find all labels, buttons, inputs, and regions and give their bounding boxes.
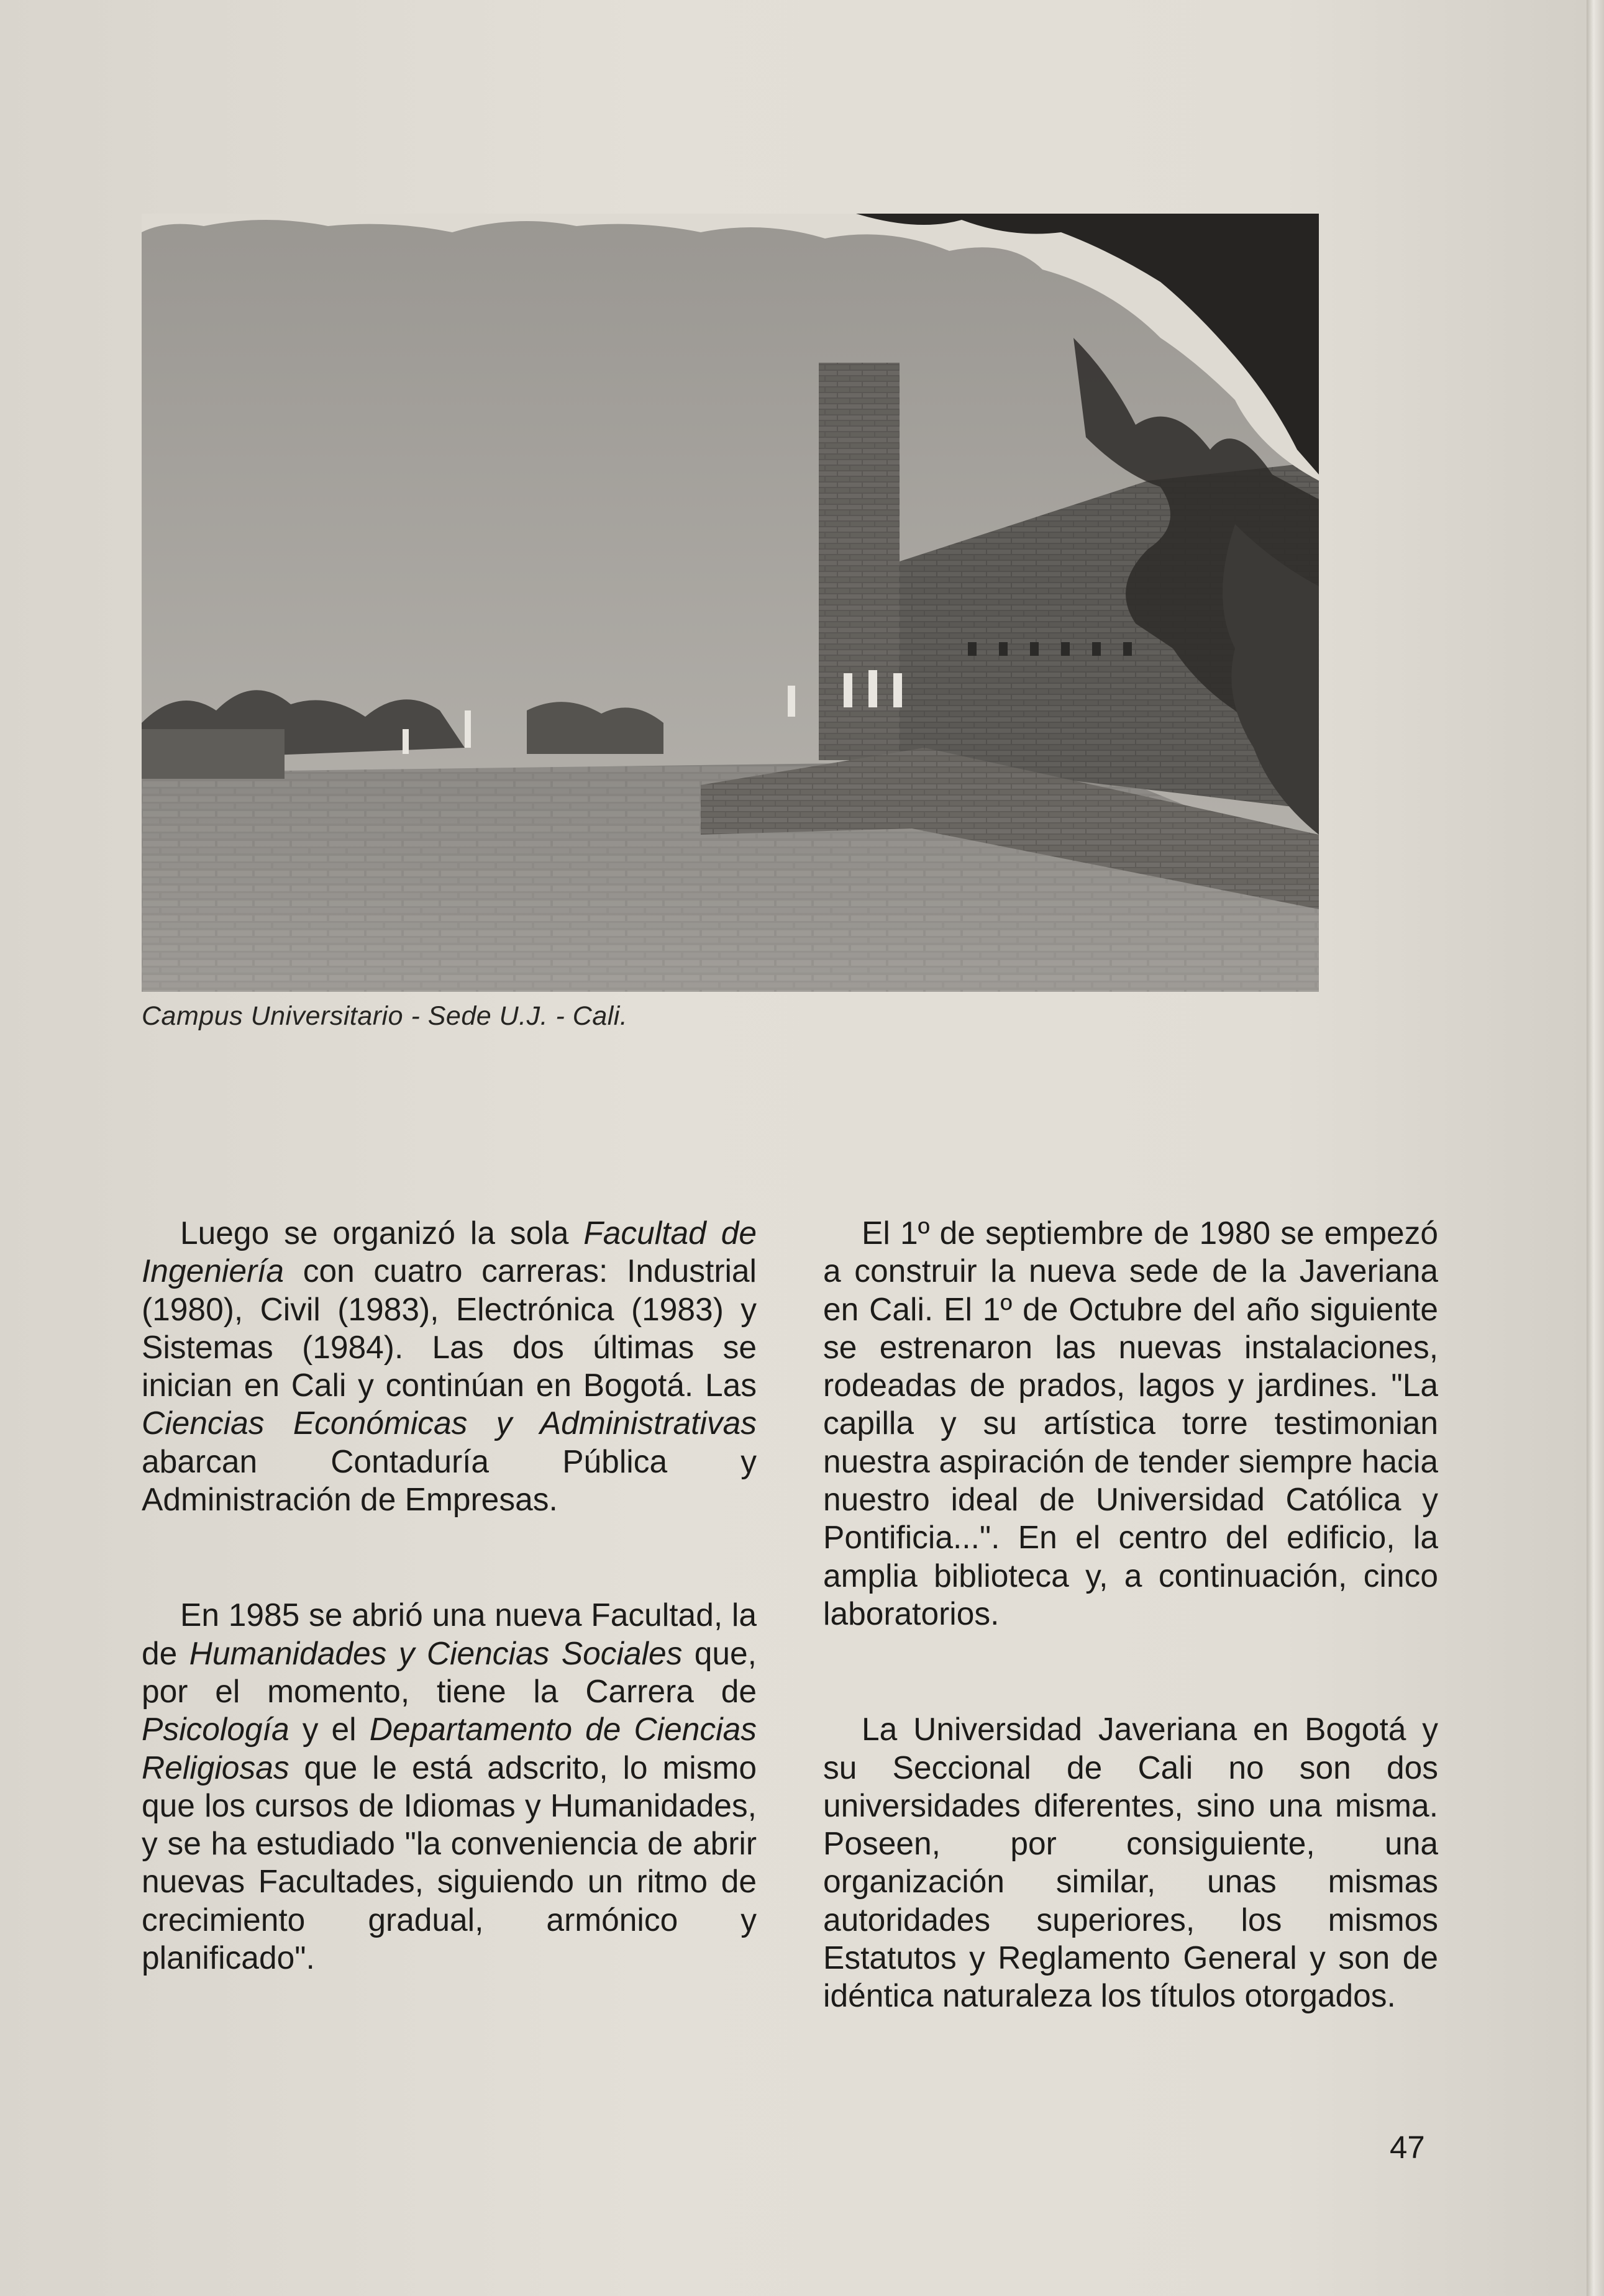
paragraph-faculty-humanities: En 1985 se abrió una nueva Facultad, la de Humanidades y Ciencias Sociales que, por el momento, tiene la Carrera de Psicología y el Departamento de Ciencias Religiosas que le está adscrito, lo mismo que los cursos de Idiomas y Humanidades, y se ha estudiado "la conveniencia de abrir nuevas Facultades, siguiendo un ritmo de crecimiento gradual, armónico y planificado". [142,1597,757,1976]
paragraph-one-university: La Universidad Javeriana en Bogotá y su Seccional de Cali no son dos universidades diferentes, sino una misma. Poseen, por consiguiente, una organización similar, unas mismas autoridades superiores, los mismos Estatutos y Reglamento General y son de idéntica naturaleza los títulos otorgados. [823,1711,1438,2014]
campus-photo [142,214,1319,992]
left-column [142,1214,757,1977]
photo-caption: Campus Universitario - Sede U.J. - Cali. [142,1001,628,1031]
paragraph-faculty-engineering: Luego se organizó la sola Facultad de Ingeniería con cuatro carreras: Industrial (1980), Civil (1983), Electrónica (1983) y Sistemas (1984). Las dos últimas se inician en Cali y continúan en Bogotá. Las Ciencias Económicas y Administrativas abarcan Contaduría Pública y Administración de Empresas. [142,1215,757,1518]
page-edge [1587,0,1604,2296]
right-column [823,1214,1438,2015]
page-number: 47 [1390,2130,1425,2165]
chapel-campus-photo-icon [142,214,1319,992]
paragraph-cali-campus: El 1º de septiembre de 1980 se empezó a construir la nueva sede de la Javeriana en Cali. El 1º de Octubre del año siguiente se estrenaron las nuevas instalaciones, rodeadas de prados, lagos y jardines. "La capilla y su artística torre testimonian nuestra aspiración de tender siempre hacia nuestro ideal de Universidad Católica y Pontificia...". En el centro del edificio, la amplia biblioteca y, a continuación, cinco laboratorios. [823,1215,1438,1631]
